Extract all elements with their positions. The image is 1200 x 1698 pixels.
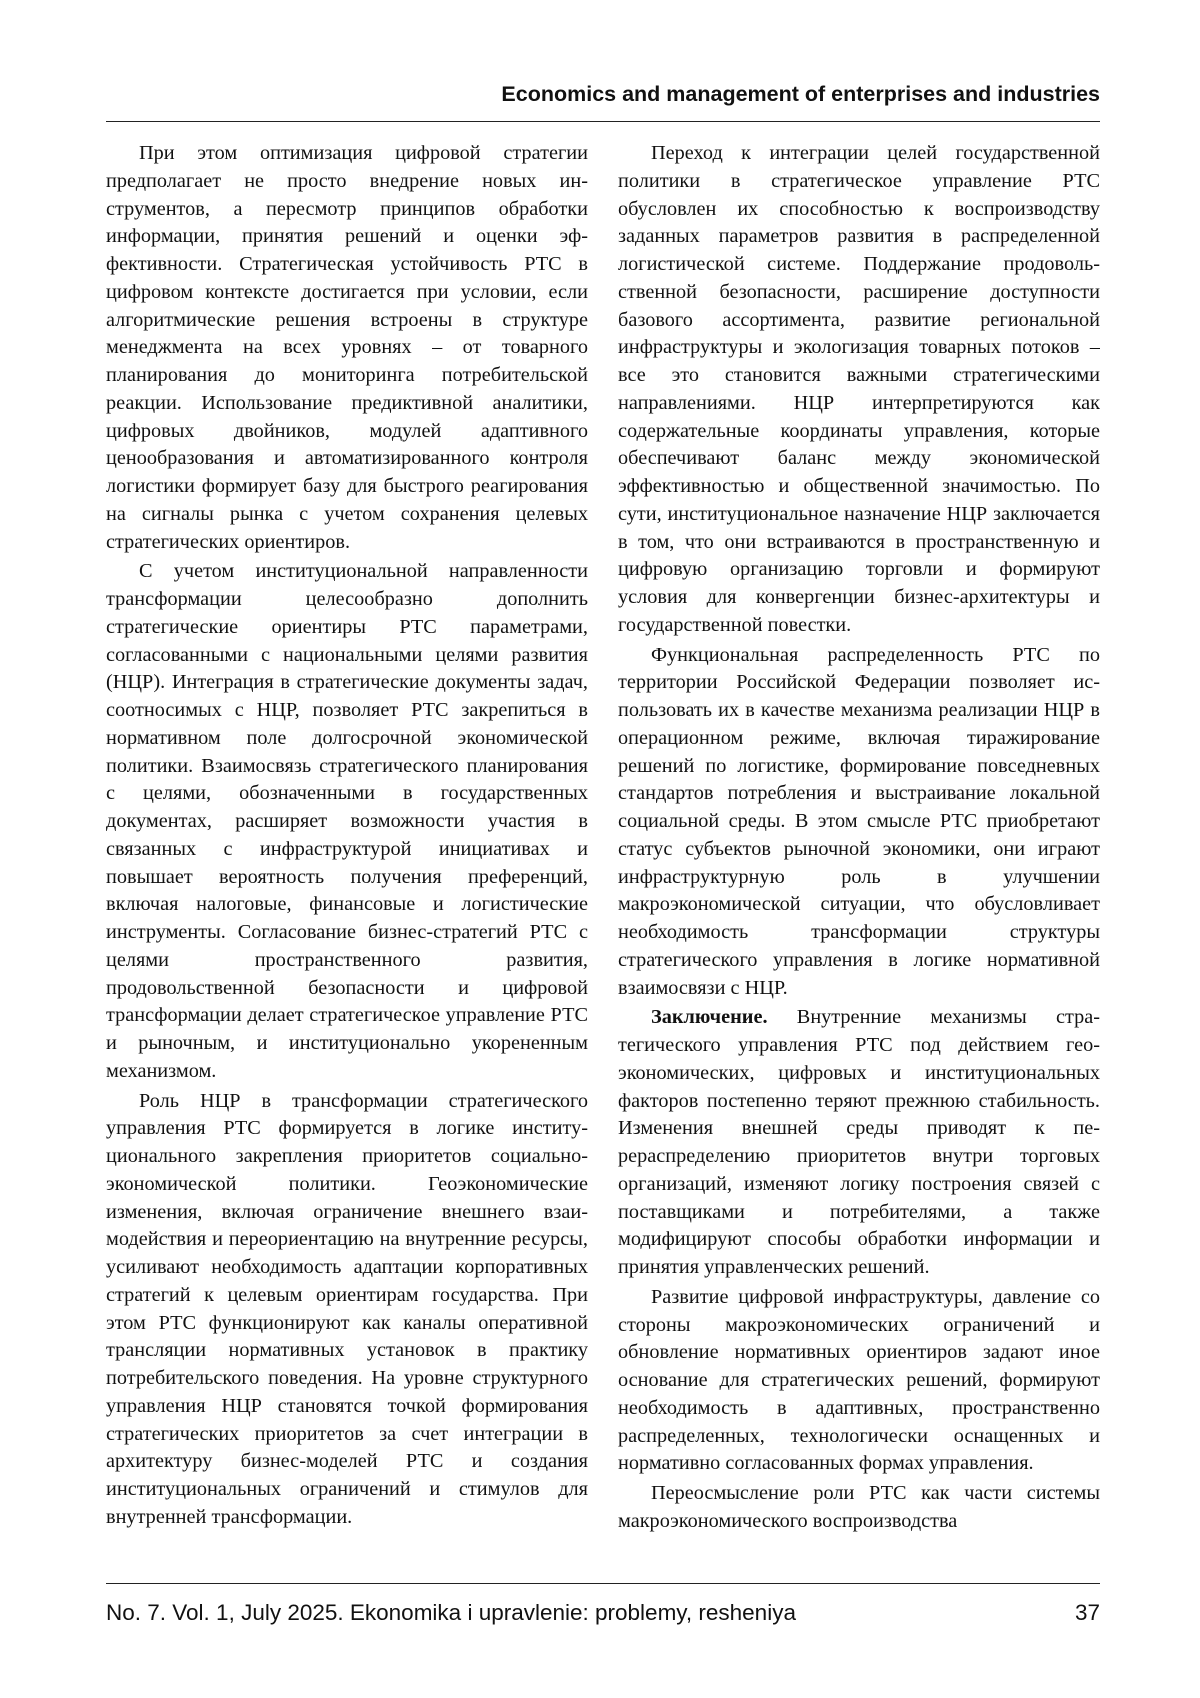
left-column bbox=[106, 140, 588, 1570]
paragraph: Функциональная распределенность РТС по территории Российской Федерации позволяет ис­пользовать их в качестве механизма реализации НЦР в операционном режиме, включая тиражи­рование решений по логистике, формирование повседневных стандартов потребления и выстраи­вание локальной социальной среды. В этом смыс­ле РТС приобретают статус субъектов рыночной экономики, они играют инфраструктурную роль в улучшении макроэкономической ситуации, что обусловливает необходимость трансформации структуры стратегического управления в логике нормативной взаимосвязи с НЦР. bbox=[618, 642, 1100, 1003]
conclusion-heading: Заключение. bbox=[651, 1006, 768, 1028]
conclusion-text: Внутренние механизмы стра­тегического управления РТС под действием гео­экономических, цифровых и институциональных факторов постепенно теряют прежнюю стабиль­ность. Изменения внешней среды приводят к пе­рераспределению приоритетов внутри торговых организаций, изменяют логику построения свя­зей с поставщиками и потребителями, а также модифицируют способы обработки информации и принятия управленческих решений. bbox=[618, 1006, 1100, 1278]
paragraph: С учетом институциональной направленно­сти трансформации целесообразно дополнить стратегические ориентиры РТС параметрами, согласованными с национальными целями раз­вития (НЦР). Интеграция в стратегические доку­менты задач, соотносимых с НЦР, позволяет РТС закрепиться в нормативном поле долгосрочной экономической политики. Взаимосвязь стратеги­ческого планирования с целями, обозначенными в государственных документах, расширяет воз­можности участия в связанных с инфраструк­турой инициативах и повышает вероятность получения преференций, включая налоговые, финансовые и логистические инструменты. Со­гласование бизнес-стратегий РТС с целями про­странственного развития, продовольственной безопасности и цифровой трансформации дела­ет стратегическое управление РТС и рыночным, и институционально укорененным механизмом. bbox=[106, 558, 588, 1085]
running-title: Economics and management of enterprises and industries bbox=[106, 82, 1100, 107]
footer-rule bbox=[106, 1583, 1100, 1584]
paragraph: При этом оптимизация цифровой стратегии предполагает не просто внедрение новых ин­струментов, а пересмотр принципов обработки информации, принятия решений и оценки эф­фективности. Стратегическая устойчивость РТС в цифровом контексте достигается при условии, если алгоритмические решения встроены в струк­туре менеджмента на всех уровнях – от товарного планирования до мониторинга потребительской реакции. Использование предиктивной аналити­ки, цифровых двойников, модулей адаптивного ценообразования и автоматизированного контроля логистики формирует базу для быстрого реагиро­вания на сигналы рынка с учетом сохранения це­левых стратегических ориентиров. bbox=[106, 140, 588, 556]
conclusion-paragraph bbox=[618, 1004, 1100, 1282]
right-column bbox=[618, 140, 1100, 1570]
journal-page bbox=[0, 0, 1200, 1698]
paragraph: Переход к интеграции целей государствен­ной политики в стратегическое управление РТС обусловлен их способностью к воспроизводству заданных параметров развития в распределенной логистической системе. Поддержание продоволь­ственной безопасности, расширение доступности базового ассортимента, развитие региональной инфраструктуры и экологизация товарных пото­ков – все это становится важными стратегически­ми направлениями. НЦР интерпретируются как содержательные координаты управления, кото­рые обеспечивают баланс между экономической эффективностью и общественной значимостью. По сути, институциональное назначение НЦР заключается в том, что они встраиваются в про­странственную и цифровую организацию торгов­ли и формируют условия для конвергенции биз­нес-архитектуры и государственной повестки. bbox=[618, 140, 1100, 640]
paragraph: Развитие цифровой инфраструктуры, давле­ние со стороны макроэкономических ограниче­ний и обновление нормативных ориентиров зада­ют иное основание для стратегических решений, формируют необходимость в адаптивных, про­странственно распределенных, технологически оснащенных и нормативно согласованных фор­мах управления. bbox=[618, 1284, 1100, 1478]
page-number: 37 bbox=[1075, 1600, 1100, 1626]
header-rule bbox=[106, 121, 1100, 122]
paragraph: Роль НЦР в трансформации стратегического управления РТС формируется в логике институ­ционального закрепления приоритетов социаль­но-экономической политики. Геоэкономические изменения, включая ограничение внешнего взаи­модействия и переориентацию на внутренние ресурсы, усиливают необходимость адаптации корпоративных стратегий к целевым ориентирам государства. При этом РТС функционируют как каналы оперативной трансляции нормативных установок в практику потребительского поведе­ния. На уровне структурного управления НЦР становятся точкой формирования стратегических приоритетов за счет интеграции в архитектуру бизнес-моделей РТС и создания институциональ­ных ограничений и стимулов для внутренней трансформации. bbox=[106, 1088, 588, 1532]
journal-citation: No. 7. Vol. 1, July 2025. Ekonomika i upravlenie: problemy, resheniya bbox=[106, 1600, 796, 1626]
paragraph: Переосмысление роли РТС как части сис­темы макроэкономического воспроизводства bbox=[618, 1480, 1100, 1536]
